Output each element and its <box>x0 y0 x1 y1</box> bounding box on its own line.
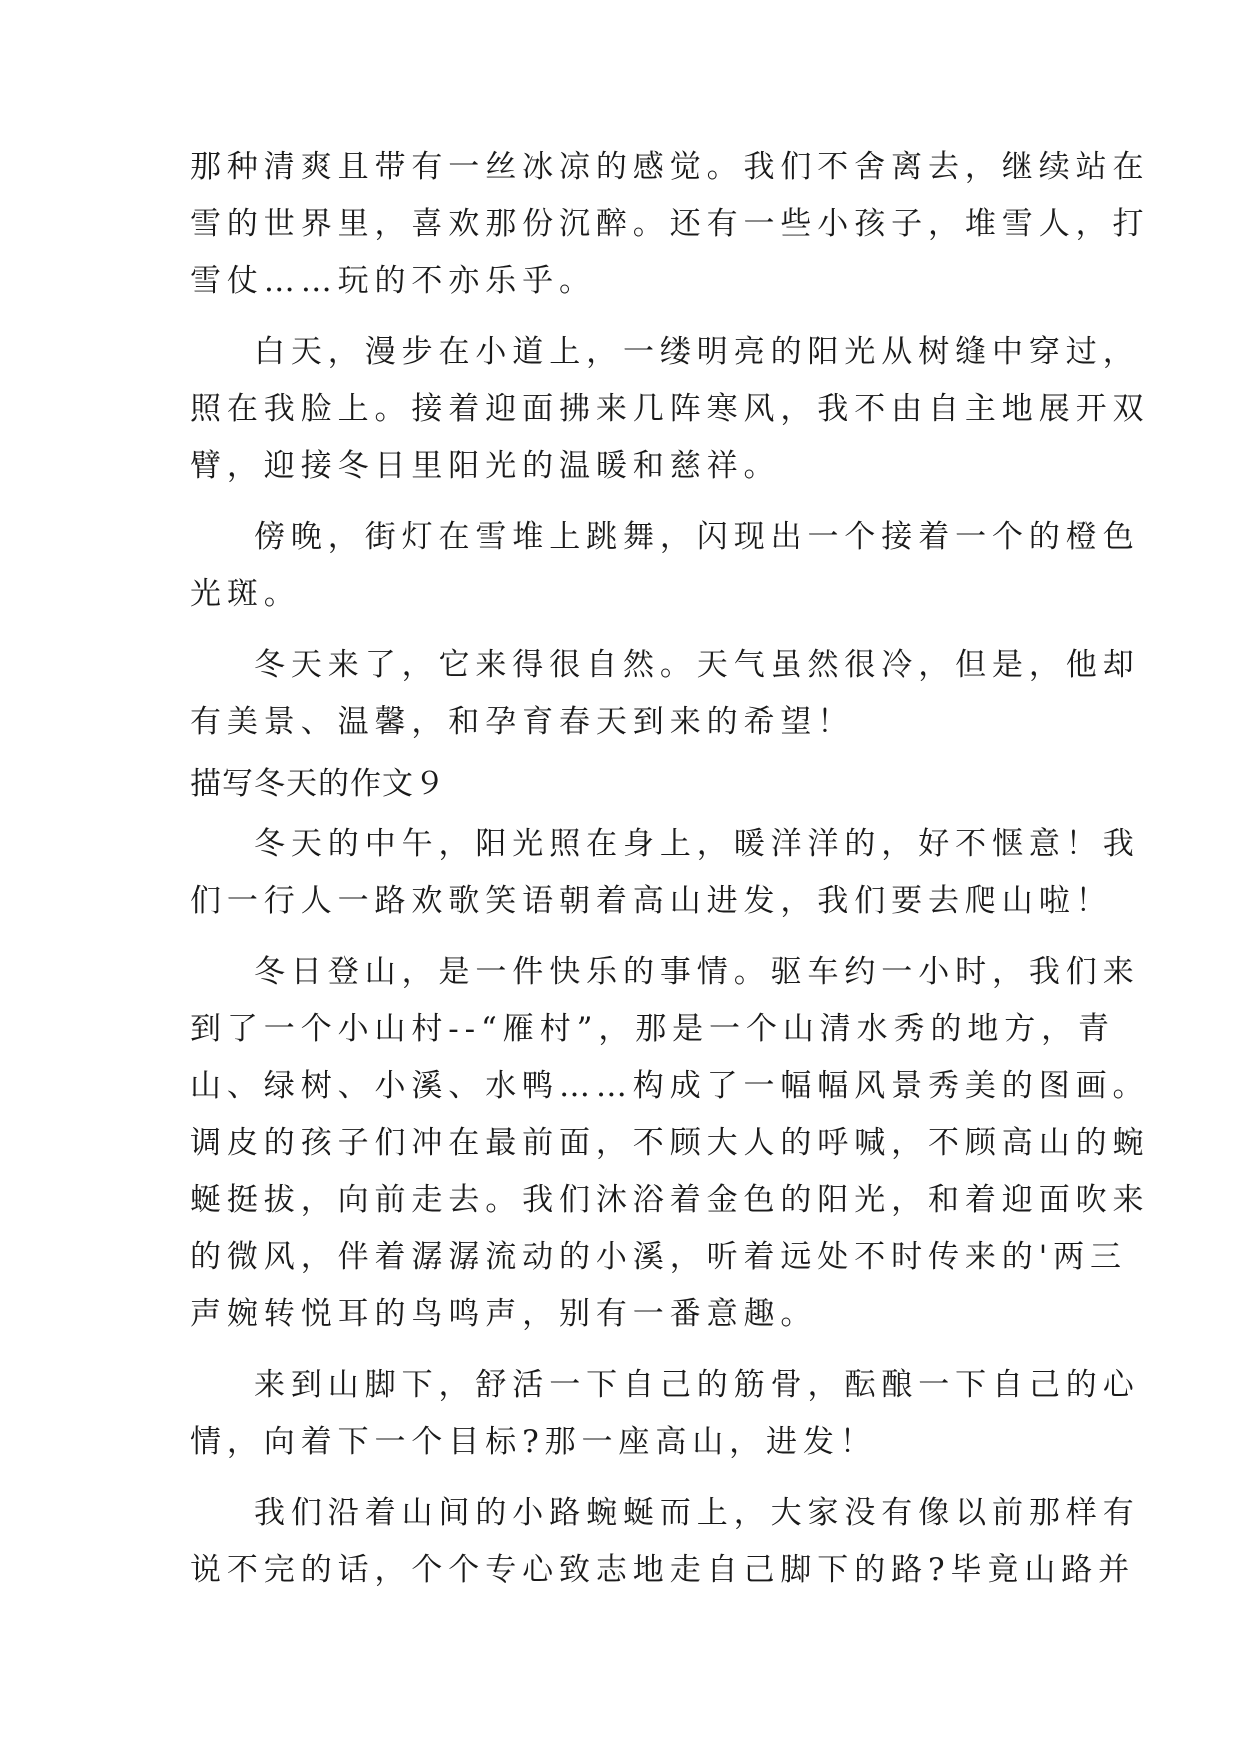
paragraph-first-line: 傍晚，街灯在雪堆上跳舞，闪现出一个接着一个的橙色 <box>254 519 1140 555</box>
text-line: 的微风，伴着潺潺流动的小溪，听着远处不时传来的'两三 <box>190 1239 1127 1275</box>
text-line: 调皮的孩子们冲在最前面，不顾大人的呼喊，不顾高山的蜿 <box>190 1125 1150 1161</box>
text-line: 那种清爽且带有一丝冰凉的感觉。我们不舍离去，继续站在 <box>190 149 1150 185</box>
paragraph-first-line: 我们沿着山间的小路蜿蜒而上，大家没有像以前那样有 <box>254 1495 1140 1531</box>
text-line: 们一行人一路欢歌笑语朝着高山进发，我们要去爬山啦！ <box>190 883 1113 919</box>
paragraph-first-line: 冬天来了，它来得很自然。天气虽然很冷，但是，他却 <box>254 647 1140 683</box>
section-heading: 描写冬天的作文９ <box>190 766 446 802</box>
text-line: 情，向着下一个目标?那一座高山，进发！ <box>190 1424 877 1460</box>
text-line: 有美景、温馨，和孕育春天到来的希望！ <box>190 704 855 740</box>
text-line: 雪的世界里，喜欢那份沉醉。还有一些小孩子，堆雪人，打 <box>190 206 1150 242</box>
text-line: 声婉转悦耳的鸟鸣声，别有一番意趣。 <box>190 1296 818 1332</box>
text-line: 蜒挺拔，向前走去。我们沐浴着金色的阳光，和着迎面吹来 <box>190 1182 1150 1218</box>
text-line: 到了一个小山村--“雁村”，那是一个山清水秀的地方，青 <box>190 1011 1115 1047</box>
text-line: 臂，迎接冬日里阳光的温暖和慈祥。 <box>190 448 781 484</box>
paragraph-first-line: 白天，漫步在小道上，一缕明亮的阳光从树缝中穿过， <box>254 334 1140 370</box>
text-line: 光斑。 <box>190 576 301 612</box>
text-line: 照在我脸上。接着迎面拂来几阵寒风，我不由自主地展开双 <box>190 391 1150 427</box>
text-line: 雪仗……玩的不亦乐乎。 <box>190 263 596 299</box>
text-line: 说不完的话，个个专心致志地走自己脚下的路?毕竟山路并 <box>190 1552 1136 1588</box>
paragraph-first-line: 来到山脚下，舒活一下自己的筋骨，酝酿一下自己的心 <box>254 1367 1140 1403</box>
text-line: 山、绿树、小溪、水鸭……构成了一幅幅风景秀美的图画。 <box>190 1068 1150 1104</box>
paragraph-first-line: 冬天的中午，阳光照在身上，暖洋洋的，好不惬意！我 <box>254 826 1140 862</box>
paragraph-first-line: 冬日登山，是一件快乐的事情。驱车约一小时，我们来 <box>254 954 1140 990</box>
